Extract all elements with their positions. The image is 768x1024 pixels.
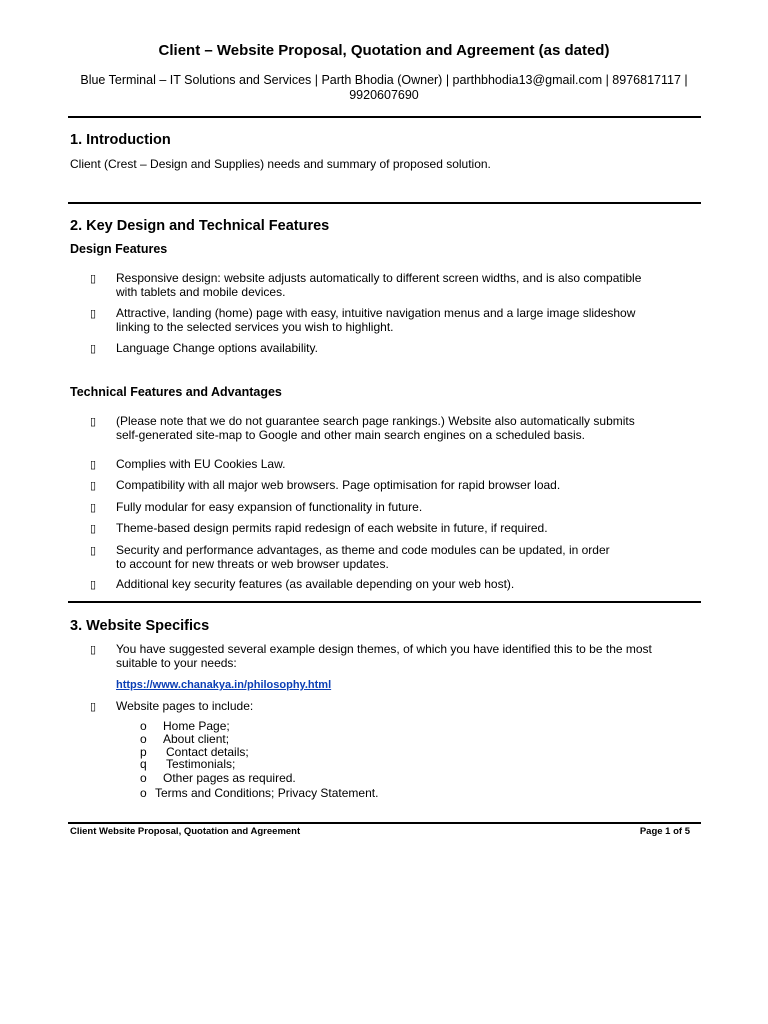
sub-list-marker: o <box>140 771 147 785</box>
subheading-technical-features: Technical Features and Advantages <box>70 385 282 399</box>
bullet-icon: ▯ <box>90 545 97 557</box>
bullet-icon: ▯ <box>90 273 97 285</box>
section-divider <box>68 202 701 204</box>
contact-line <box>66 73 702 103</box>
list-item: Additional key security features (as available depending on your web host). <box>116 577 515 591</box>
list-item-text: (Please note that we do not guarantee search page rankings.) Website also automatically submits <box>116 414 635 428</box>
list-item: Compatibility with all major web browsers. Page optimisation for rapid browser load. <box>116 478 561 492</box>
section-heading-features: 2. Key Design and Technical Features <box>70 218 330 234</box>
footer-divider <box>68 822 701 824</box>
list-item-text: suitable to your needs: <box>116 655 237 670</box>
list-item-text: linking to the selected services you wish to highlight. <box>116 319 394 334</box>
sub-list-marker: p <box>140 745 147 759</box>
list-item <box>116 544 706 571</box>
contact-line-1: Blue Terminal – IT Solutions and Services | Parth Bhodia (Owner) | parthbhodia13@gmail.com | 8976817117 | <box>80 73 688 87</box>
sub-list-item: Home Page; <box>163 719 230 733</box>
introduction-text: Client (Crest – Design and Supplies) needs and summary of proposed solution. <box>70 157 491 171</box>
list-item <box>116 415 706 442</box>
sub-list-item: Testimonials; <box>166 757 236 771</box>
footer-title: Client Website Proposal, Quotation and Agreement <box>70 826 301 837</box>
list-item: Theme-based design permits rapid redesign of each website in future, if required. <box>116 521 548 535</box>
list-item: Fully modular for easy expansion of functionality in future. <box>116 500 423 514</box>
document-title: Client – Website Proposal, Quotation and Agreement (as dated) <box>158 42 610 59</box>
list-item <box>116 272 706 299</box>
bullet-icon: ▯ <box>90 502 97 514</box>
sub-list-item: Contact details; <box>166 745 249 759</box>
bullet-icon: ▯ <box>90 480 97 492</box>
list-item <box>116 643 706 670</box>
bullet-icon: ▯ <box>90 644 97 656</box>
bullet-icon: ▯ <box>90 416 97 428</box>
sub-list-item: About client; <box>163 732 230 746</box>
bullet-icon: ▯ <box>90 523 97 535</box>
list-item: Language Change options availability. <box>116 341 318 355</box>
list-item-text: to account for new threats or web browser updates. <box>116 556 389 571</box>
section-heading-website-specifics: 3. Website Specifics <box>70 618 210 634</box>
list-item-text: self-generated site-map to Google and other main search engines on a scheduled basis. <box>116 427 585 442</box>
list-item-text: Security and performance advantages, as theme and code modules can be updated, in order <box>116 543 610 557</box>
list-item-text: Attractive, landing (home) page with easy, intuitive navigation menus and a large image slideshow <box>116 306 636 320</box>
list-item: Website pages to include: <box>116 699 254 713</box>
section-divider <box>68 116 701 118</box>
list-item-text: Responsive design: website adjusts automatically to different screen widths, and is also compatible <box>116 271 642 285</box>
sub-list-marker: o <box>140 719 147 733</box>
contact-line-2: 9920607690 <box>349 88 419 102</box>
bullet-icon: ▯ <box>90 579 97 591</box>
list-item <box>116 307 706 334</box>
subheading-design-features: Design Features <box>70 242 168 256</box>
example-theme-link[interactable]: https://www.chanakya.in/philosophy.html <box>116 679 332 691</box>
list-item: Complies with EU Cookies Law. <box>116 457 286 471</box>
section-heading-introduction: 1. Introduction <box>70 132 171 148</box>
sub-list-marker: q <box>140 757 147 771</box>
section-divider <box>68 601 701 603</box>
list-item-text: with tablets and mobile devices. <box>116 284 286 299</box>
sub-list-marker: o <box>140 786 147 800</box>
page-number: Page 1 of 5 <box>639 826 690 837</box>
bullet-icon: ▯ <box>90 701 97 713</box>
sub-list-item: Terms and Conditions; Privacy Statement. <box>155 786 379 800</box>
bullet-icon: ▯ <box>90 308 97 320</box>
bullet-icon: ▯ <box>90 343 97 355</box>
list-item-text: You have suggested several example design themes, of which you have identified this to be the most <box>116 642 652 656</box>
bullet-icon: ▯ <box>90 459 97 471</box>
sub-list-marker: o <box>140 732 147 746</box>
sub-list-item: Other pages as required. <box>163 771 296 785</box>
